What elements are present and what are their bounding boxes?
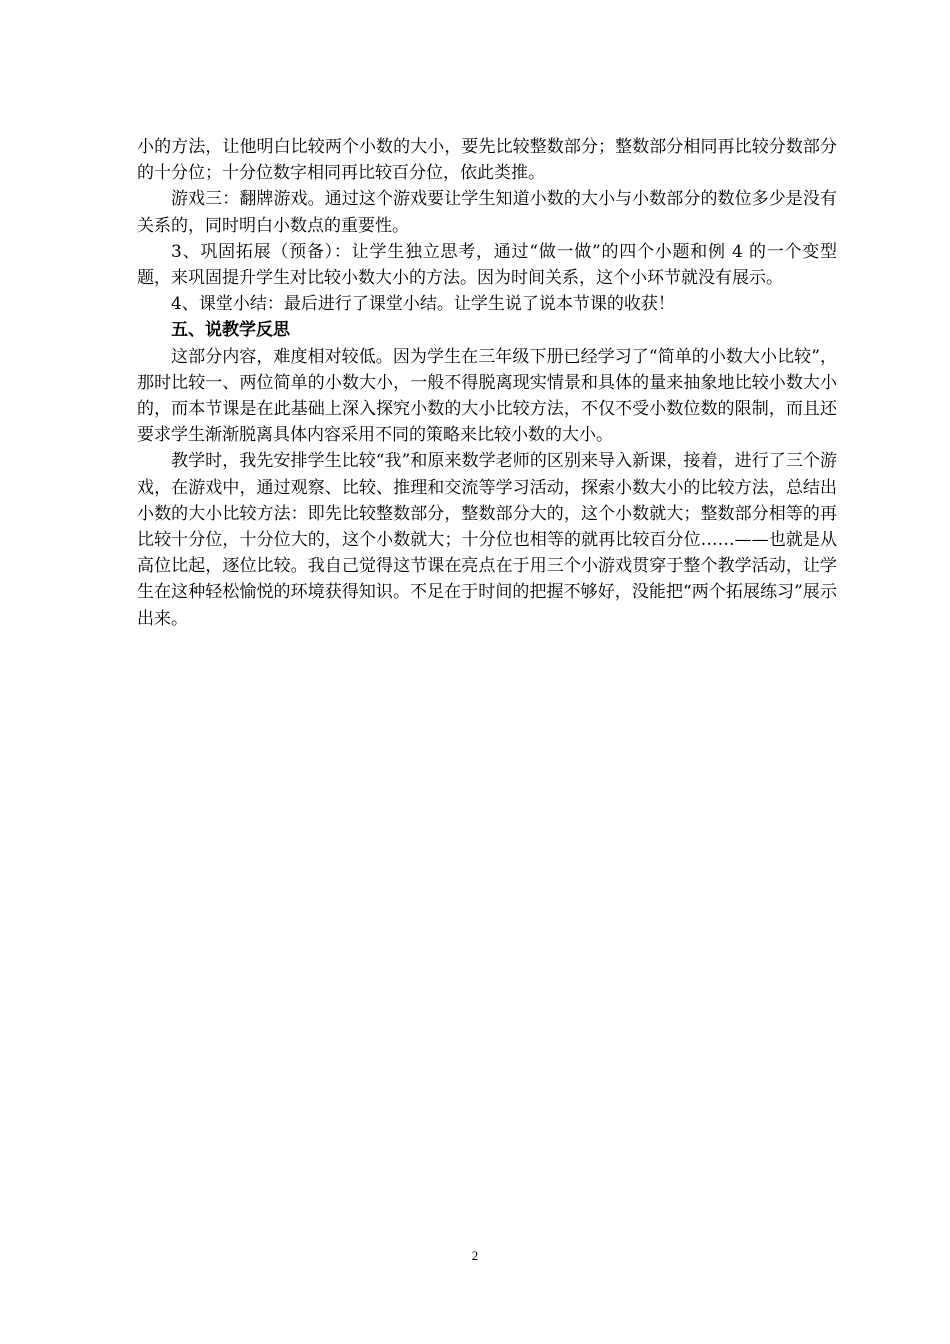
paragraph-reflection-2: 教学时，我先安排学生比较“我”和原来数学老师的区别来导入新课，接着，进行了三个游戏，在游戏中，通过观察、比较、推理和交流等学习活动，探索小数大小的比较方法，总结出小数的大小比较方法：即先比较整数部分，整数部分大的，这个小数就大；整数部分相等的再比较十分位，十分位大的，这个小数就大；十分位也相等的就再比较百分位……——也就是从高位比起，逐位比较。我自己觉得这节课在亮点在于用三个小游戏贯穿于整个教学活动，让学生在这种轻松愉悦的环境获得知识。不足在于时间的把握不够好，没能把“两个拓展练习”展示出来。 xyxy=(137,451,837,629)
paragraph-consolidation: 3、巩固拓展（预备）：让学生独立思考，通过“做一做”的四个小题和例 4 的一个变型题，来巩固提升学生对比较小数大小的方法。因为时间关系，这个小环节就没有展示。 xyxy=(137,241,837,289)
page-number: 2 xyxy=(471,1248,479,1263)
paragraph-summary: 4、课堂小结：最后进行了课堂小结。让学生说了说本节课的收获！ xyxy=(171,294,675,315)
paragraph-reflection-1: 这部分内容，难度相对较低。因为学生在三年级下册已经学习了“简单的小数大小比较”，那时比较一、两位简单的小数大小，一般不得脱离现实情景和具体的量来抽象地比较小数大小的，而本节课是在此基础上深入探究小数的大小比较方法，不仅不受小数位数的限制，而且还要求学生渐渐脱离具体内容采用不同的策略来比较小数的大小。 xyxy=(137,346,837,446)
paragraph-game-three: 游戏三：翻牌游戏。通过这个游戏要让学生知道小数的大小与小数部分的数位多少是没有关系的，同时明白小数点的重要性。 xyxy=(137,189,837,236)
paragraph-continuation: 小的方法，让他明白比较两个小数的大小，要先比较整数部分；整数部分相同再比较分数部分的十分位；十分位数字相同再比较百分位，依此类推。 xyxy=(137,137,837,184)
document-body xyxy=(137,134,837,632)
section-heading: 五、说教学反思 xyxy=(171,320,290,341)
